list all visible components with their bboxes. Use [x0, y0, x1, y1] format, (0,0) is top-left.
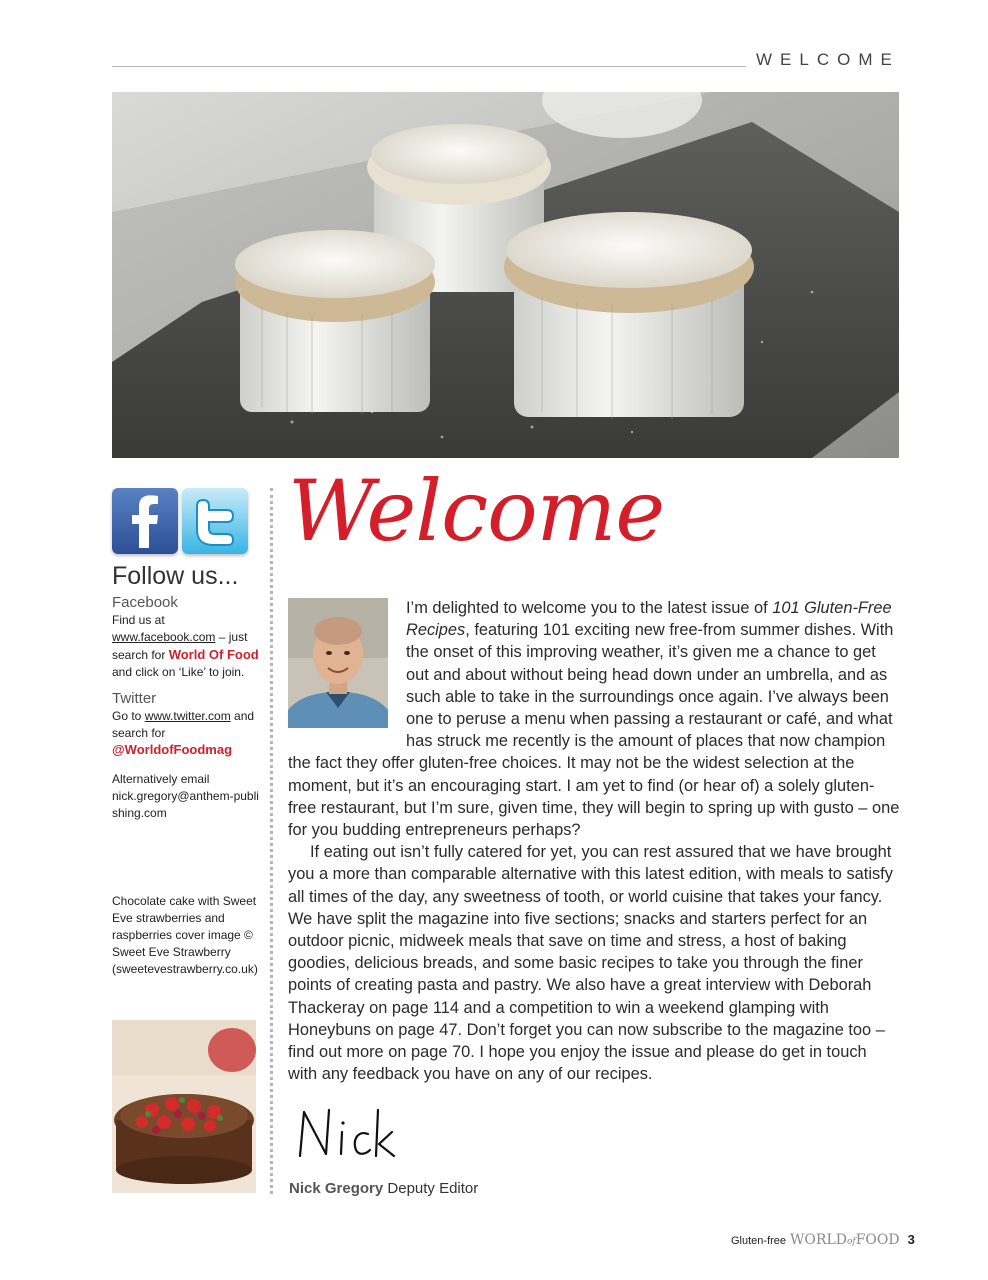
email-label: Alternatively email: [112, 772, 210, 786]
hero-image: [112, 92, 899, 458]
social-icons: [112, 488, 262, 554]
sidebar: [112, 488, 262, 822]
page-footer: [731, 1232, 915, 1248]
facebook-link[interactable]: www.facebook.com: [112, 630, 216, 644]
header-rule: [112, 66, 746, 67]
section-title: WELCOME: [756, 50, 900, 69]
welcome-title: Welcome: [288, 462, 665, 560]
twitter-handle[interactable]: @WorldofFoodmag: [112, 742, 233, 757]
twitter-heading: Twitter: [112, 690, 157, 707]
author-name: Nick Gregory: [289, 1180, 384, 1197]
twitter-icon[interactable]: [182, 488, 248, 554]
column-divider: [270, 488, 273, 1194]
article-body: [288, 597, 900, 1085]
email-address[interactable]: nick.gregory@anthem-publishing.com: [112, 789, 259, 820]
world-of-food-highlight: World Of Food: [168, 647, 259, 662]
article-paragraph-1: I’m delighted to welcome you to the latest issue of 101 Gluten-Free Recipes, featuring 101 exciting new free-from summer dishes. With the onset of this improving weather, it’s given me a chance to get out and about without being head down under an umbrella, and as such able to take in the surroundings once again. I’ve always been one to peruse a menu when passing a restaurant or café, and what has struck me recently is the amount of places that now champion the fact they offer gluten-free choices. It may not be the widest selection at the moment, but it’s an encouraging start. I am yet to find (or hear of) a solely gluten-free restaurant, but I’m sure, given time, they will begin to spring up with gusto – one for you budding entrepreneurs perhaps?: [288, 599, 900, 840]
page-number: 3: [907, 1232, 915, 1247]
author-role: Deputy Editor: [387, 1180, 479, 1197]
follow-us-title: Follow us...: [112, 562, 239, 590]
facebook-heading: Facebook: [112, 594, 178, 611]
facebook-icon[interactable]: [112, 488, 178, 554]
cover-caption: Chocolate cake with Sweet Eve strawberries and raspberries cover image © Sweet Eve Strawberry (sweetevestrawberry.co.uk): [112, 894, 258, 976]
article-paragraph-2: If eating out isn’t fully catered for yet, you can rest assured that we have brought you a more than comparable alternative with this latest edition, with meals to satisfy all times of the day, any sweetness of tooth, or world cuisine that takes your fancy. We have split the magazine into five sections; snacks and starters perfect for an outdoor picnic, midweek meals that save on time and stress, a host of baking goodies, delicious breads, and some basic recipes to take you through the finer points of creating pasta and pastry. We also have a great interview with Deborah Thackeray on page 114 and a competition to win a weekend glamping with Honeybuns on page 47. Don’t forget you can now subscribe to the magazine too – find out more on page 70. I hope you enjoy the issue and please do get in touch with any feedback you have on any of our recipes.: [288, 843, 893, 1084]
author-byline: [289, 1180, 478, 1197]
facebook-text: Find us at www.facebook.com – just search for World Of Food and click on ‘Like’ to join.: [112, 613, 259, 679]
brand-logo: WORLDofFOOD: [790, 1232, 900, 1248]
twitter-text: Go to www.twitter.com and search for: [112, 709, 255, 740]
footer-prefix: Gluten-free: [731, 1235, 787, 1247]
cover-cake-image: [112, 1020, 256, 1193]
twitter-link[interactable]: www.twitter.com: [144, 709, 231, 723]
editor-signature: [292, 1104, 402, 1162]
